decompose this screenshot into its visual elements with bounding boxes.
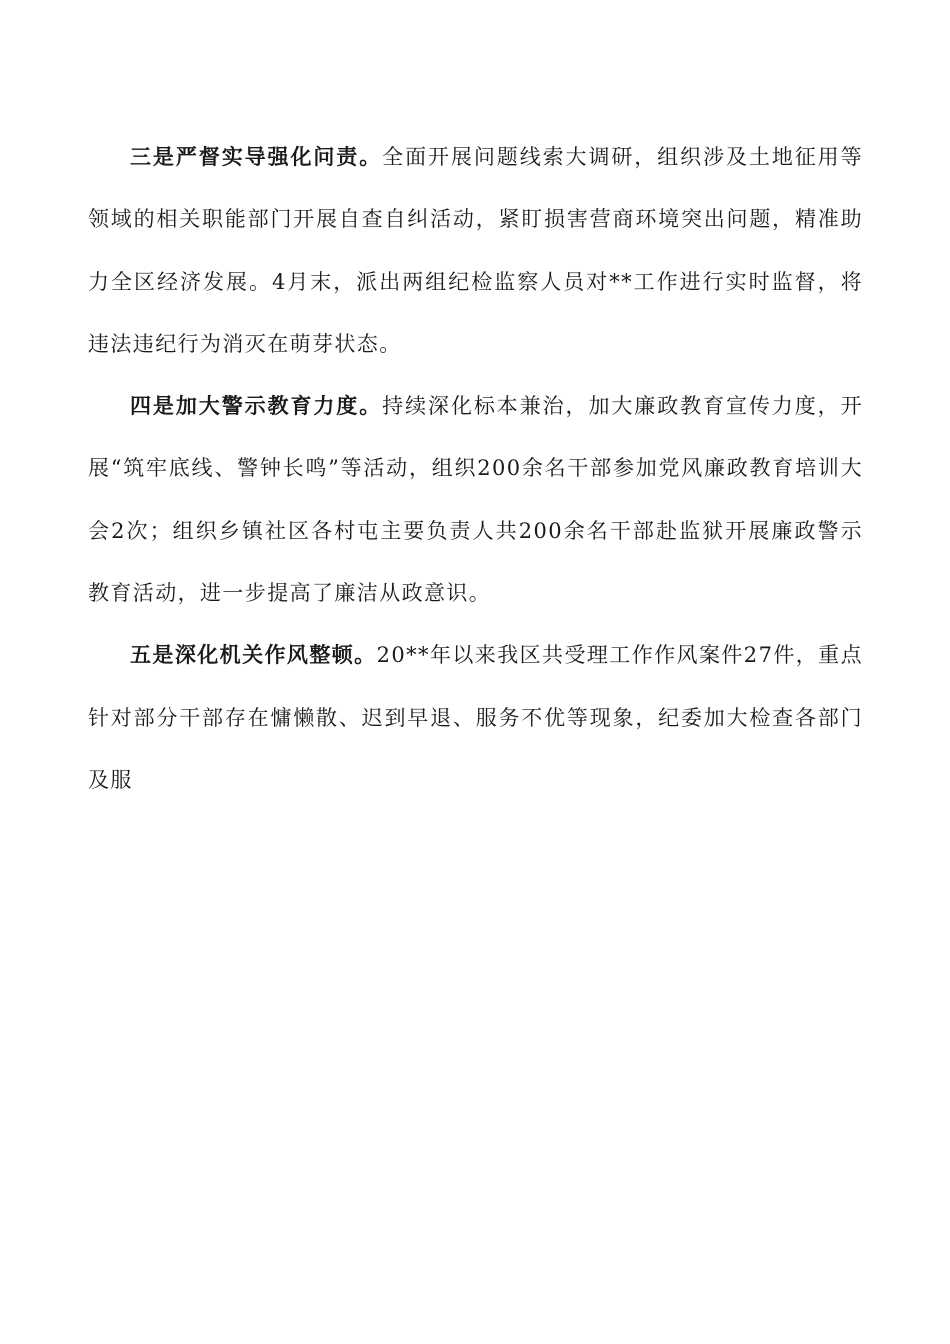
- document-body: [88, 126, 863, 811]
- paragraph-text: 全面开展问题线索大调研，组织涉及土地征用等领域的相关职能部门开展自查自纠活动，紧盯损害营商环境突出问题，精准助力全区经济发展。4月末，派出两组纪检监察人员对**工作进行实时监督，将违法违纪行为消灭在萌芽状态。: [88, 145, 863, 356]
- paragraph-heading: 三是严督实导强化问责。: [130, 144, 383, 169]
- paragraph-heading: 五是深化机关作风整顿。: [130, 642, 377, 668]
- paragraph-strict-supervision: [88, 126, 863, 375]
- paragraph-heading: 四是加大警示教育力度。: [130, 393, 383, 419]
- paragraph-text: 持续深化标本兼治，加大廉政教育宣传力度，开展“筑牢底线、警钟长鸣”等活动，组织200余名干部参加党风廉政教育培训大会2次；组织乡镇社区各村屯主要负责人共200余名干部赴监狱开展廉政警示教育活动，进一步提高了廉洁从政意识。: [88, 394, 863, 606]
- paragraph-text: 20**年以来我区共受理工作作风案件27件，重点针对部分干部存在慵懒散、迟到早退、服务不优等现象，纪委加大检查各部门及服: [88, 643, 863, 792]
- paragraph-work-style-rectification: [88, 624, 863, 811]
- paragraph-warning-education: [88, 375, 863, 624]
